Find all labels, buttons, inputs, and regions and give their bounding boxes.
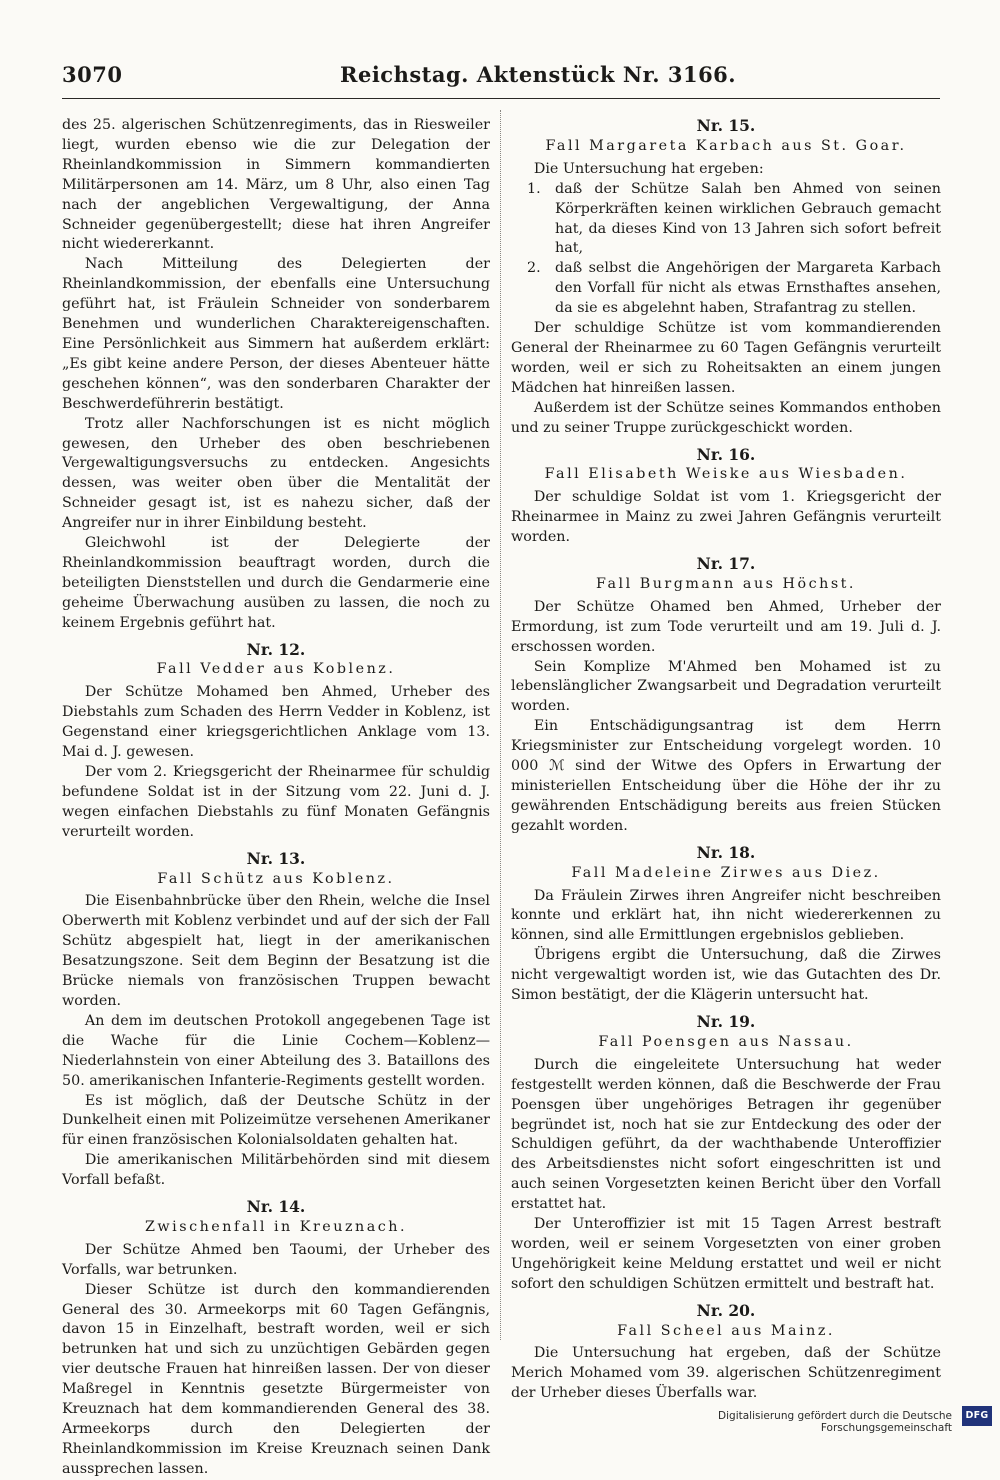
section-heading-nr16: Nr. 16. bbox=[696, 444, 756, 464]
paragraph: Die Untersuchung hat ergeben, daß der Schütze Merich Mohamed vom 39. algerischen Schützenregiment der Urheber dieses Überfalls war. bbox=[511, 1345, 941, 1402]
section-subheading-nr17: Fall Burgmann aus Höchst. bbox=[596, 575, 856, 592]
section-heading-nr14: Nr. 14. bbox=[246, 1197, 306, 1217]
paragraph: Der schuldige Soldat ist vom 1. Kriegsgericht der Rheinarmee in Mainz zu zwei Jahren Gefängnis verurteilt worden. bbox=[511, 489, 941, 546]
paragraph: Sein Komplize M'Ahmed ben Mohamed ist zu lebenslänglicher Zwangsarbeit und Degradation verurteilt worden. bbox=[511, 658, 941, 715]
paragraph: Da Fräulein Zirwes ihren Angreifer nicht beschreiben konnte und erklärt hat, ihn nicht wiedererkennen zu können, sind alle Ermittlungen ergebnislos geblieben. bbox=[511, 887, 941, 944]
section-subheading-nr20: Fall Scheel aus Mainz. bbox=[617, 1322, 835, 1339]
section-heading-nr13: Nr. 13. bbox=[246, 848, 306, 868]
paragraph: Der schuldige Schütze ist vom kommandierenden General der Rheinarmee zu 60 Tagen Gefängnis verurteilt worden, weil er sich zu Roheitsakten an einem jungen Mädchen hat hinreißen lassen. bbox=[511, 320, 941, 396]
paragraph: Die Eisenbahnbrücke über den Rhein, welche die Insel Oberwerth mit Koblenz verbindet und auf der sich der Fall Schütz abgespielt hat, liegt in der amerikanischen Besatzungszone. Seit dem Beginn der Besatzung ist die Brücke niemals von französischen Truppen bewacht worden. bbox=[62, 893, 490, 1009]
paragraph: Der Schütze Ahmed ben Taoumi, der Urheber des Vorfalls, war betrunken. bbox=[62, 1241, 490, 1278]
section-subheading-nr16: Fall Elisabeth Weiske aus Wiesbaden. bbox=[544, 466, 908, 483]
paragraph: Es ist möglich, daß der Deutsche Schütz in der Dunkelheit einen mit Polizeimütze versehenen Amerikaner für einen französischen Kolonialsoldaten gehalten hat. bbox=[62, 1092, 490, 1149]
page-number: 3070 bbox=[62, 62, 123, 87]
section-heading-nr12: Nr. 12. bbox=[246, 639, 306, 659]
paragraph: Ein Entschädigungsantrag ist dem Herrn Kriegsminister zur Entscheidung vorgelegt worden. 10 000 ℳ sind der Witwe des Opfers in Erwartung der ministeriellen Entscheidung über die Höhe der ihr zu gewährenden Entschädigung bereits aus freien Stücken gezahlt worden. bbox=[511, 718, 941, 834]
section-heading-nr19: Nr. 19. bbox=[696, 1011, 756, 1031]
paragraph: Außerdem ist der Schütze seines Kommandos enthoben und zu seiner Truppe zurückgeschickt worden. bbox=[511, 399, 941, 436]
section-heading-nr17: Nr. 17. bbox=[696, 554, 756, 574]
section-heading-nr15: Nr. 15. bbox=[696, 116, 756, 135]
page-header bbox=[62, 62, 940, 96]
right-column bbox=[511, 116, 941, 1404]
dfg-logo: DFG bbox=[962, 1406, 992, 1426]
section-subheading-nr19: Fall Poensgen aus Nassau. bbox=[598, 1033, 854, 1050]
paragraph: Dieser Schütze ist durch den kommandierenden General des 30. Armeekorps mit 60 Tagen Gefängnis, davon 15 in Einzelhaft, bestraft worden, weil er sich betrunken hat und sich zu unzüchtigen Gebärden gegen vier deutsche Frauen hat hinreißen lassen. Der von dieser Maßregel in Kenntnis gesetzte Bürgermeister von Kreuznach hat dem kommandierenden General des 38. Armeekorps durch den Delegierten der Rheinlandkommission im Kreise Kreuznach seinen Dank aussprechen lassen. bbox=[62, 1281, 490, 1477]
paragraph: Trotz aller Nachforschungen ist es nicht möglich gewesen, den Urheber des oben beschriebenen Vergewaltigungsversuchs zu entdecken. Angesichts dessen, was weiter oben über die Mentalität der Schneider gesagt ist, ist es nahezu sicher, daß der Angreifer nur in ihrer Einbildung besteht. bbox=[62, 415, 490, 532]
section-subheading-nr15: Fall Margareta Karbach aus St. Goar. bbox=[545, 137, 907, 154]
digitization-credit: Digitalisierung gefördert durch die Deutsche Forschungsgemeinschaft bbox=[718, 1410, 952, 1434]
left-column bbox=[62, 116, 490, 1480]
running-title: Reichstag. Aktenstück Nr. 3166. bbox=[340, 62, 737, 87]
paragraph: Der Schütze Mohamed ben Ahmed, Urheber des Diebstahls zum Schaden des Herrn Vedder in Koblenz, ist Gegenstand einer kriegsgerichtlichen Anklage vom 13. Mai d. J. gewesen. bbox=[62, 684, 490, 761]
column-divider bbox=[500, 110, 501, 1340]
list-marker: 2. bbox=[527, 260, 541, 277]
paragraph: Die Untersuchung hat ergeben: bbox=[533, 160, 764, 177]
list-item bbox=[527, 180, 941, 260]
findings-list bbox=[511, 180, 941, 319]
header-rule bbox=[62, 98, 940, 99]
section-subheading-nr12: Fall Vedder aus Koblenz. bbox=[156, 661, 396, 678]
paragraph: Der Unteroffizier ist mit 15 Tagen Arrest bestraft worden, weil er seinem Vorgesetzten von einer groben Ungehörigkeit keine Meldung erstattet und weil er nicht sofort den schuldigen Schützen ermittelt und bestraft hat. bbox=[511, 1216, 941, 1292]
paragraph: Nach Mitteilung des Delegierten der Rheinlandkommission, der ebenfalls eine Untersuchung geführt hat, ist Fräulein Schneider von sonderbarem Benehmen und wunderlichen Charaktereigenschaften. Eine Persönlichkeit aus Simmern hat außerdem erklärt: „Es gibt keine andere Person, der dieses Abenteuer hätte geschehen können“, was den sonderbaren Charakter der Beschwerdeführerin bestätigt. bbox=[62, 256, 490, 412]
list-item-text: daß der Schütze Salah ben Ahmed von seinen Körperkräften keinen wirklichen Gebrauch gemacht hat, da dieses Kind von 13 Jahren sich sofort befreit hat, bbox=[555, 180, 941, 257]
section-subheading-nr14: Zwischenfall in Kreuznach. bbox=[144, 1218, 407, 1235]
paragraph: Die amerikanischen Militärbehörden sind mit diesem Vorfall befaßt. bbox=[62, 1152, 490, 1189]
paragraph: Der Schütze Ohamed ben Ahmed, Urheber der Ermordung, ist zum Tode verurteilt und am 19. Juli d. J. erschossen worden. bbox=[511, 598, 941, 655]
section-subheading-nr18: Fall Madeleine Zirwes aus Diez. bbox=[571, 864, 881, 881]
list-marker: 1. bbox=[527, 180, 541, 197]
paragraph: Durch die eingeleitete Untersuchung hat weder festgestellt werden können, daß die Beschwerde der Frau Poensgen über ungehöriges Betragen ihr gegenüber begründet ist, noch hat sie zur Entdeckung des oder der Schuldigen geführt, da der wachthabende Unteroffizier des Arbeitsdienstes nicht sofort eingeschritten ist und auch seinen Vorgesetzten keinen Bericht über den Vorfall erstattet hat. bbox=[511, 1056, 941, 1213]
paragraph: des 25. algerischen Schützenregiments, das in Riesweiler liegt, wurden ebenso wie die zur Delegation der Rheinlandkommission in Simmern kommandierten Militärpersonen am 14. März, um 8 Uhr, also einen Tag nach der angeblichen Vergewaltigung, der Anna Schneider gegenübergestellt; diese hat ihren Angreifer nicht wiedererkannt. bbox=[62, 117, 490, 253]
list-item bbox=[527, 259, 941, 319]
paragraph: Der vom 2. Kriegsgericht der Rheinarmee für schuldig befundene Soldat ist in der Sitzung vom 22. Juni d. J. wegen einfachen Diebstahls zu fünf Monaten Gefängnis verurteilt worden. bbox=[62, 764, 490, 840]
section-subheading-nr13: Fall Schütz aus Koblenz. bbox=[157, 870, 395, 887]
paragraph: An dem im deutschen Protokoll angegebenen Tage ist die Wache für die Linie Cochem—Koblenz—Niederlahnstein von einer Abteilung des 3. Bataillons des 50. amerikanischen Infanterie-Regiments gestellt worden. bbox=[62, 1012, 490, 1089]
paragraph: Übrigens ergibt die Untersuchung, daß die Zirwes nicht vergewaltigt worden ist, wie das Gutachten des Dr. Simon bestätigt, der die Klägerin untersucht hat. bbox=[511, 947, 941, 1004]
paragraph: Gleichwohl ist der Delegierte der Rheinlandkommission beauftragt worden, durch die beteiligten Dienststellen und durch die Gendarmerie eine geheime Überwachung ausüben zu lassen, die noch zu keinem Ergebnis geführt hat. bbox=[62, 535, 490, 631]
section-heading-nr18: Nr. 18. bbox=[696, 842, 756, 862]
list-item-text: daß selbst die Angehörigen der Margareta Karbach den Vorfall für nicht als etwas Ernsthaftes ansehen, da sie es abgelehnt haben, Strafantrag zu stellen. bbox=[555, 260, 941, 317]
section-heading-nr20: Nr. 20. bbox=[696, 1300, 756, 1320]
